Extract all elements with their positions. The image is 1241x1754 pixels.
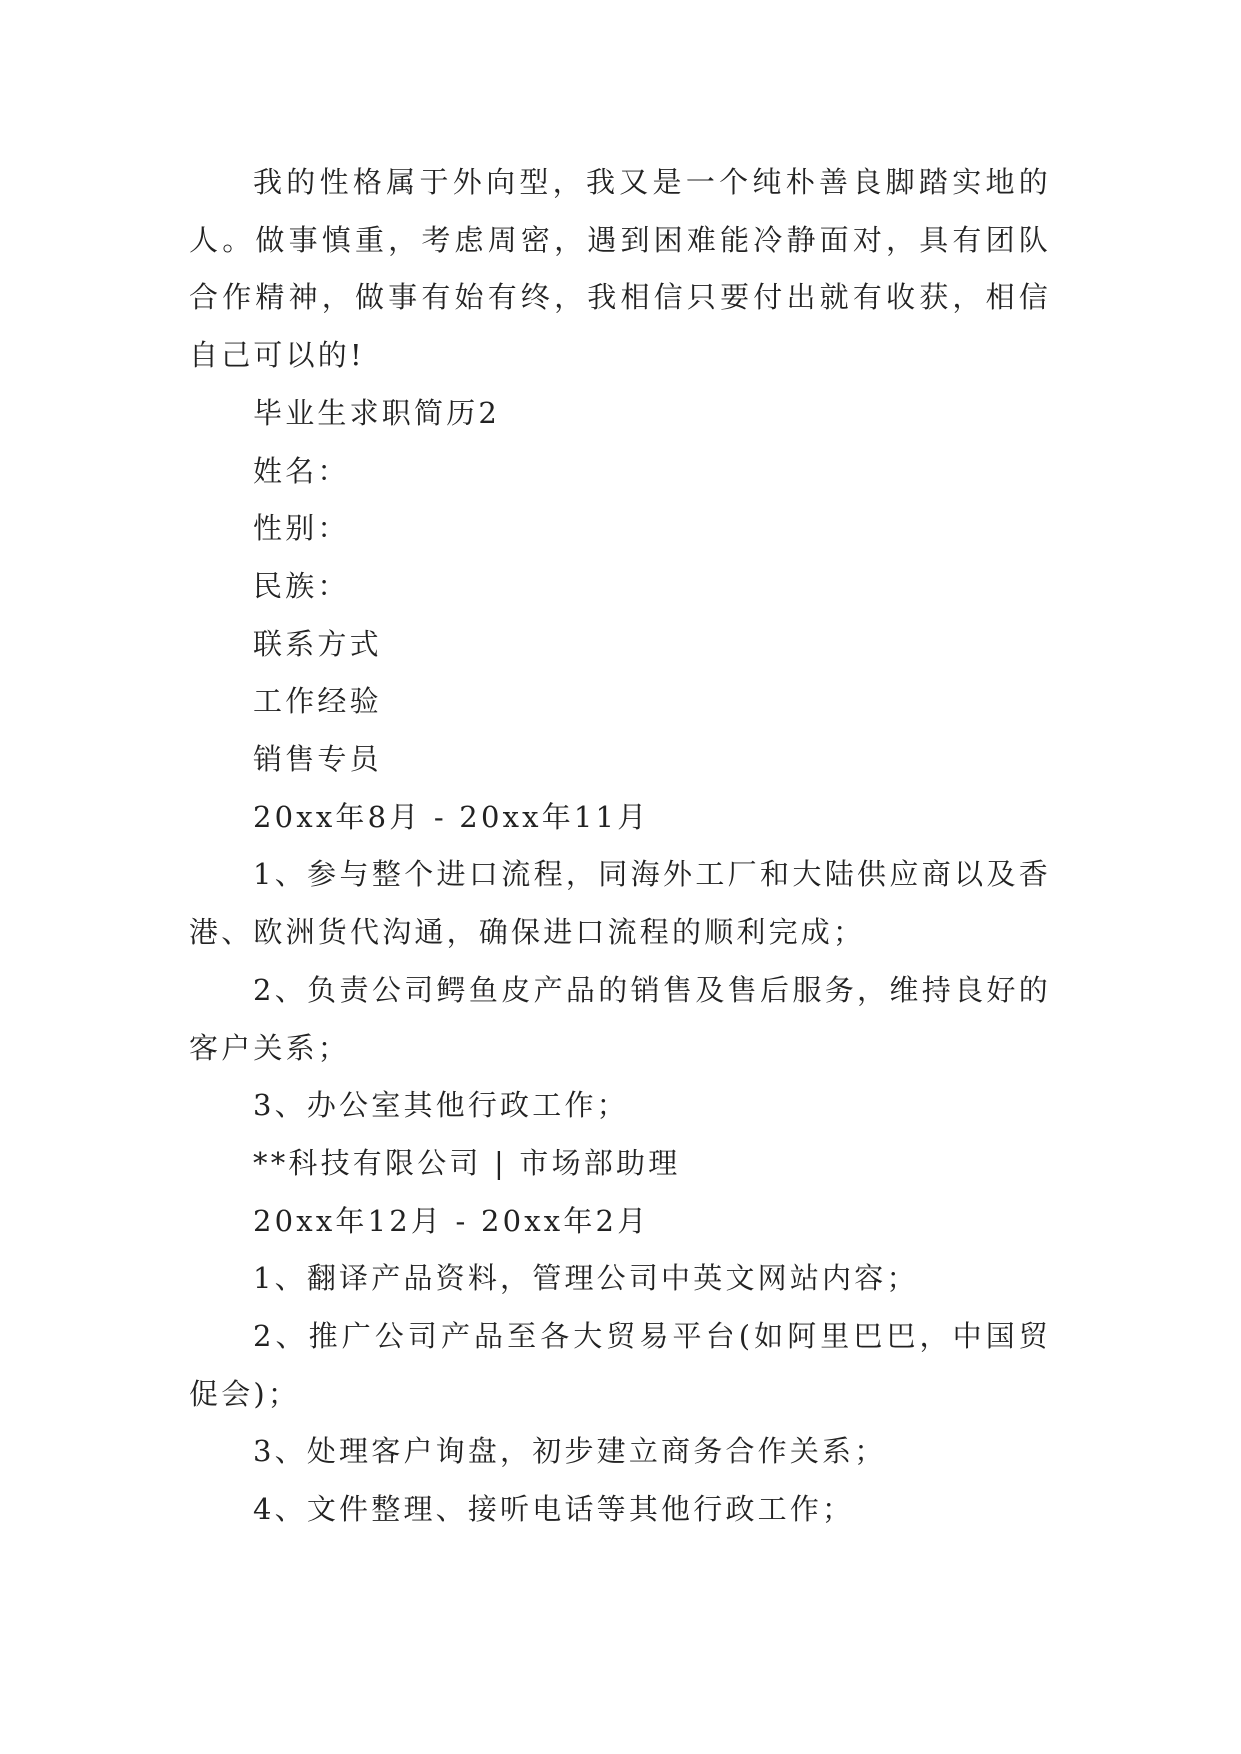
job-duty-1-1: 1、参与整个进口流程，同海外工厂和大陆供应商以及香港、欧洲货代沟通，确保进口流程的顺利完成； xyxy=(189,857,1051,950)
job-duty-1-2: 2、负责公司鳄鱼皮产品的销售及售后服务，维持良好的客户关系； xyxy=(189,972,1051,1065)
field-ethnicity: 民族： xyxy=(253,568,350,603)
resume-title: 毕业生求职简历2 xyxy=(253,395,501,430)
section-work-experience: 工作经验 xyxy=(253,684,382,719)
job-title-sales: 销售专员 xyxy=(253,742,382,777)
job-period-1: 20xx年8月 - 20xx年11月 xyxy=(253,799,650,834)
job-duty-2-2: 2、推广公司产品至各大贸易平台(如阿里巴巴，中国贸促会)； xyxy=(189,1319,1051,1411)
job-duty-2-3: 3、处理客户询盘，初步建立商务合作关系； xyxy=(253,1434,887,1469)
job-duty-2-1: 1、翻译产品资料，管理公司中英文网站内容； xyxy=(253,1261,919,1296)
section-contact: 联系方式 xyxy=(253,626,382,661)
job-company-2: **科技有限公司 | 市场部助理 xyxy=(253,1145,681,1180)
job-period-2: 20xx年12月 - 20xx年2月 xyxy=(253,1203,650,1238)
paragraph-personality: 我的性格属于外向型，我又是一个纯朴善良脚踏实地的人。做事慎重，考虑周密，遇到困难能冷静面对，具有团队合作精神，做事有始有终，我相信只要付出就有收获，相信自己可以的! xyxy=(189,165,1051,373)
document-body xyxy=(189,154,1051,1539)
job-duty-1-3: 3、办公室其他行政工作； xyxy=(253,1088,629,1123)
field-gender: 性别： xyxy=(253,511,350,546)
field-name: 姓名： xyxy=(253,453,350,488)
job-duty-2-4: 4、文件整理、接听电话等其他行政工作； xyxy=(253,1492,855,1527)
